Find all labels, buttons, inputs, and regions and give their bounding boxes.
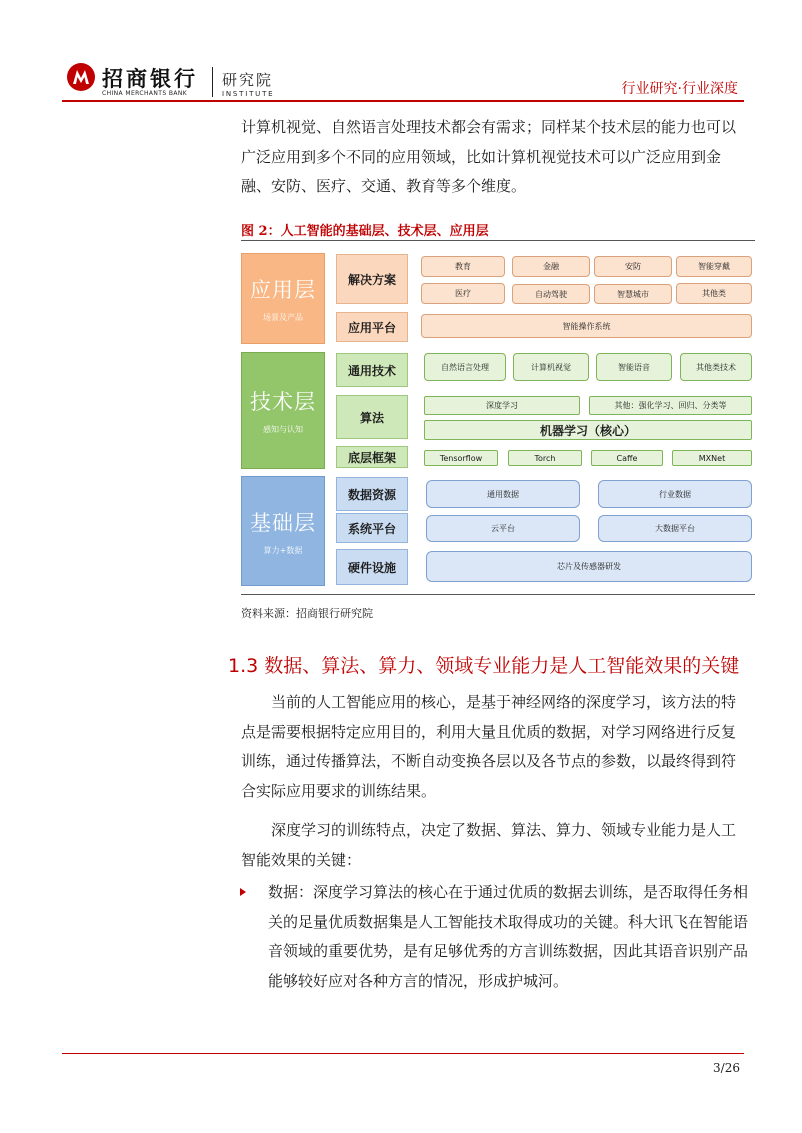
category-solutions: 解决方案 [336, 254, 408, 304]
brand-name-en: CHINA MERCHANTS BANK [102, 90, 188, 97]
figure-caption: 图 2：人工智能的基础层、技术层、应用层 [241, 224, 489, 239]
item-smart-os: 智能操作系统 [421, 314, 752, 338]
item-caffe: Caffe [591, 450, 663, 466]
section-paragraph-2: 深度学习的训练特点，决定了数据、算法、算力、领域专业能力是人工智能效果的关键： [241, 821, 737, 869]
tier-application [241, 253, 325, 344]
item-security: 安防 [594, 256, 672, 277]
cmb-logo-icon [66, 62, 96, 92]
header-rule [62, 100, 744, 102]
item-deep-learning: 深度学习 [424, 396, 580, 415]
item-education: 教育 [421, 256, 505, 277]
category-algorithm: 算法 [336, 395, 408, 439]
intro-paragraph: 计算机视觉、自然语言处理技术都会有需求；同样某个技术层的能力也可以广泛应用到多个不同的应用领域，比如计算机视觉技术可以广泛应用到金融、安防、医疗、交通、教育等多个维度。 [241, 118, 737, 195]
page-number: 3/26 [713, 1061, 740, 1075]
item-bigdata-platform: 大数据平台 [598, 515, 752, 542]
figure-top-rule [241, 240, 755, 241]
brand-name-cn: 招商银行 [102, 67, 198, 91]
item-medical: 医疗 [421, 283, 505, 304]
bullet-data: 数据：深度学习算法的核心在于通过优质的数据去训练，是否取得任务相关的足量优质数据集是人工智能技术取得成功的关键。科大讯飞在智能语音领域的重要优势，是有足够优秀的方言训练数据，因此其语音识别产品能够较好应对各种方言的情况，形成护城河。 [268, 883, 749, 990]
tier-foundation [241, 476, 325, 586]
item-tensorflow: Tensorflow [424, 450, 498, 466]
category-app-platform: 应用平台 [336, 312, 408, 342]
category-framework: 底层框架 [336, 446, 408, 468]
tier-technology [241, 352, 325, 469]
figure-bottom-rule [241, 594, 755, 595]
item-other-tech: 其他类技术 [680, 353, 752, 381]
report-type: 行业研究·行业深度 [621, 81, 738, 97]
item-autonomous-driving: 自动驾驶 [512, 284, 590, 304]
bullet-triangle-icon [240, 888, 246, 896]
item-other-algorithms: 其他：强化学习、回归、分类等 [589, 396, 752, 415]
section-paragraph-1: 当前的人工智能应用的核心，是基于神经网络的深度学习，该方法的特点是需要根据特定应用目的，利用大量且优质的数据，对学习网络进行反复训练，通过传播算法，不断自动变换各层以及各节点的参数，以最终得到符合实际应用要求的训练结果。 [241, 693, 737, 800]
item-smart-city: 智慧城市 [594, 284, 672, 304]
figure-source: 资料来源：招商银行研究院 [241, 607, 373, 620]
category-system-platform: 系统平台 [336, 513, 408, 543]
item-chips-sensors: 芯片及传感器研发 [426, 551, 752, 582]
institute-name-cn: 研究院 [222, 71, 274, 89]
item-torch: Torch [508, 450, 582, 466]
item-cv: 计算机视觉 [513, 353, 589, 381]
item-mxnet: MXNet [672, 450, 752, 466]
item-other-app: 其他类 [676, 283, 752, 304]
category-hardware: 硬件设施 [336, 549, 408, 585]
item-smart-wear: 智能穿戴 [676, 256, 752, 277]
category-data-resources: 数据资源 [336, 477, 408, 511]
item-general-data: 通用数据 [426, 480, 580, 508]
item-speech: 智能语音 [596, 353, 672, 381]
tier-technology-name: 技术层 [250, 390, 316, 414]
footer-rule [62, 1053, 744, 1054]
item-finance: 金融 [512, 256, 590, 277]
tier-application-sub: 场景及产品 [263, 313, 303, 322]
item-machine-learning: 机器学习（核心） [424, 420, 752, 440]
tier-application-name: 应用层 [250, 278, 316, 302]
institute-name-en: INSTITUTE [222, 90, 275, 98]
item-nlp: 自然语言处理 [424, 353, 506, 381]
item-cloud-platform: 云平台 [426, 515, 580, 542]
tier-foundation-name: 基础层 [250, 510, 316, 535]
category-general-tech: 通用技术 [336, 353, 408, 387]
tier-foundation-sub: 算力+数据 [263, 545, 303, 555]
section-heading: 1.3 数据、算法、算力、领域专业能力是人工智能效果的关键 [228, 655, 740, 677]
logo-divider [212, 67, 213, 97]
tier-technology-sub: 感知与认知 [263, 425, 303, 434]
item-industry-data: 行业数据 [598, 480, 752, 508]
